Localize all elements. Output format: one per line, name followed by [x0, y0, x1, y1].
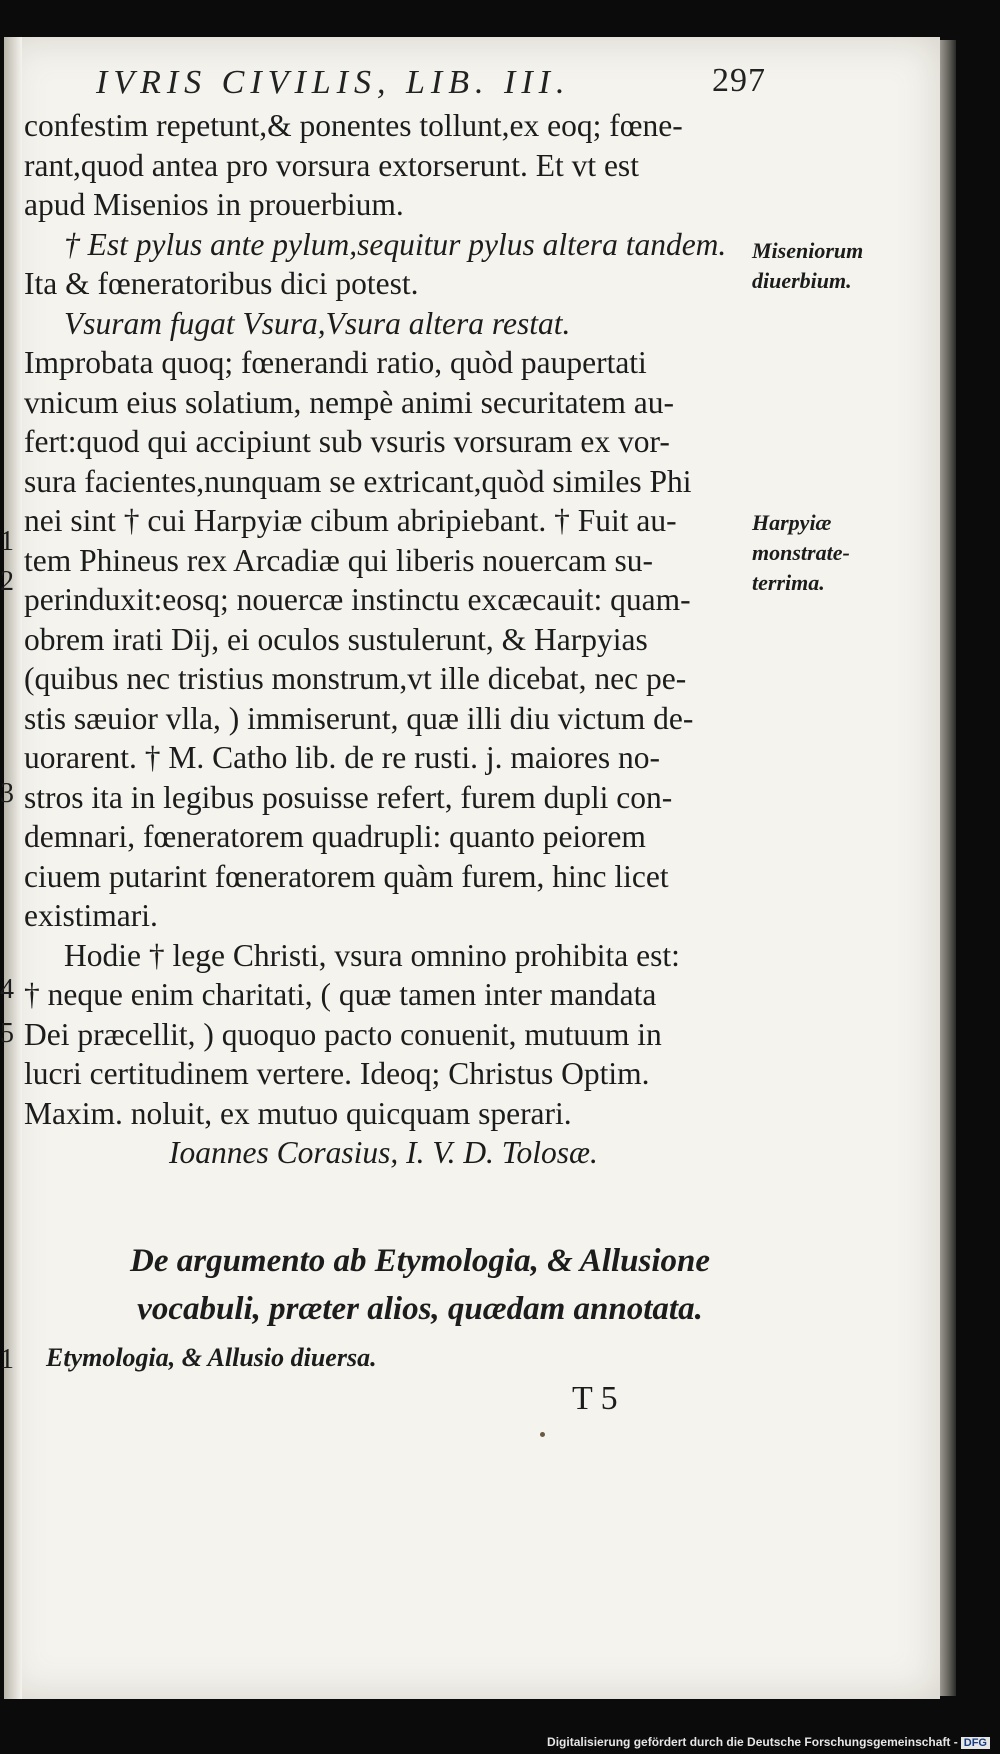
body-line: ciuem putarint fœneratorem quàm furem, hinc licet	[24, 858, 669, 894]
footer-credit-text: Digitalisierung gefördert durch die Deutsche Forschungsgemeinschaft -	[547, 1735, 958, 1749]
margin-note-miseniorum	[752, 236, 902, 296]
body-line: tem Phineus rex Arcadiæ qui liberis nouercam su-	[24, 542, 653, 578]
page-number: 297	[712, 62, 766, 99]
margin-number: 3	[0, 778, 14, 809]
body-line: perinduxit:eosq; nouercæ instinctu excæcauit: quam-	[24, 582, 691, 617]
body-line: Ita & fœneratoribus dici potest.	[24, 266, 419, 301]
subheading: Etymologia, & Allusio diuersa.	[46, 1343, 377, 1372]
body-line: Ioannes Corasius, I. V. D. Tolosæ.	[169, 1135, 598, 1170]
body-text	[24, 106, 744, 1173]
body-line: Maxim. noluit, ex mutuo quicquam sperari.	[24, 1095, 572, 1131]
body-line: stis sæuior vlla, ) immiserunt, quæ illi diu victum de-	[24, 700, 694, 736]
margin-note-line: Harpyiæ	[752, 510, 832, 535]
margin-note-line: terrima.	[752, 570, 825, 595]
dfg-logo: DFG	[961, 1737, 990, 1749]
footer-credit	[547, 1735, 990, 1749]
body-line: † Est pylus ante pylum,sequitur pylus altera tandem.	[64, 226, 727, 262]
body-line: Vsuram fugat Vsura,Vsura altera restat.	[64, 305, 571, 341]
body-line: obrem irati Dij, ei oculos sustulerunt, & Harpyias	[24, 621, 648, 657]
body-line: vnicum eius solatium, nempè animi securitatem au-	[24, 384, 674, 420]
body-line: lucri certitudinem vertere. Ideoq; Christus Optim.	[24, 1056, 650, 1091]
margin-note-line: diuerbium.	[752, 268, 852, 293]
body-line: † neque enim charitati, ( quæ tamen inter mandata	[24, 977, 657, 1012]
margin-number: 2	[0, 566, 14, 597]
section-heading-line: vocabuli, præter alios, quædam annotata.	[137, 1291, 703, 1327]
body-line: uorarent. † M. Catho lib. de re rusti. j. maiores no-	[24, 740, 660, 775]
margin-note-line: Miseniorum	[752, 238, 864, 263]
running-title: IVRIS CIVILIS, LIB. III.	[96, 64, 571, 101]
body-line: (quibus nec tristius monstrum,vt ille dicebat, nec pe-	[24, 661, 687, 696]
running-header	[90, 62, 770, 106]
signature-mark: T 5	[572, 1380, 618, 1417]
section-heading	[90, 1237, 750, 1333]
body-line: demnari, fœneratorem quadrupli: quanto peiorem	[24, 819, 646, 854]
body-line: rant,quod antea pro vorsura extorserunt. Et vt est	[24, 147, 639, 183]
body-line: Improbata quoq; fœnerandi ratio, quòd paupertati	[24, 345, 647, 380]
body-line: existimari.	[24, 898, 158, 933]
section-heading-line: De argumento ab Etymologia, & Allusione	[130, 1243, 710, 1279]
body-line: fert:quod qui accipiunt sub vsuris vorsuram ex vor-	[24, 424, 670, 459]
margin-number: 1	[0, 526, 14, 557]
margin-note-line: monstrate-	[752, 540, 850, 565]
margin-number: 5	[0, 1018, 14, 1049]
body-line: stros ita in legibus posuisse refert, furem dupli con-	[24, 779, 673, 815]
body-line: nei sint † cui Harpyiæ cibum abripiebant. † Fuit au-	[24, 503, 677, 538]
ink-speck	[540, 1432, 545, 1437]
body-line: confestim repetunt,& ponentes tollunt,ex eoq; fœne-	[24, 108, 683, 143]
page-gutter-shadow	[4, 37, 22, 1699]
body-line: apud Misenios in prouerbium.	[24, 187, 404, 222]
page-edge	[940, 40, 956, 1696]
margin-number: 4	[0, 974, 14, 1005]
margin-number: 1	[0, 1344, 14, 1375]
body-line: Hodie † lege Christi, vsura omnino prohibita est:	[64, 937, 680, 973]
body-line: Dei præcellit, ) quoquo pacto conuenit, mutuum in	[24, 1016, 662, 1052]
body-line: sura facientes,nunquam se extricant,quòd similes Phi	[24, 463, 692, 499]
margin-note-harpyiae	[752, 508, 902, 598]
